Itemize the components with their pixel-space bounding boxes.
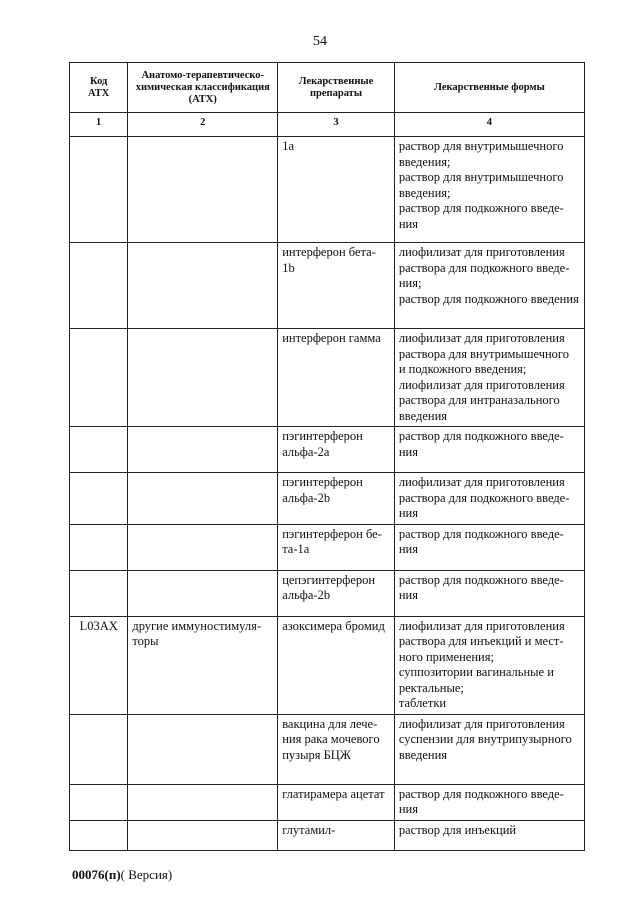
cell-atc-code: [70, 524, 128, 570]
cell-atc-classification: [128, 473, 278, 525]
cell-drug-name: интерферон гамма: [278, 329, 395, 427]
cell-atc-code: [70, 570, 128, 616]
cell-dosage-forms: раствор для подкожного введе- ния: [394, 427, 584, 473]
cell-atc-code: [70, 820, 128, 850]
cell-drug-name: глатирамера ацетат: [278, 784, 395, 820]
cell-dosage-forms: лиофилизат для приготовления раствора для подкожного введе- ния: [394, 473, 584, 525]
table-row: [70, 820, 585, 850]
document-footer: [72, 867, 172, 883]
cell-atc-code: [70, 784, 128, 820]
cell-drug-name: 1a: [278, 137, 395, 243]
cell-dosage-forms: раствор для подкожного введе- ния: [394, 570, 584, 616]
cell-drug-name: интерферон бета- 1b: [278, 243, 395, 329]
cell-drug-name: цепэгинтерферон альфа-2b: [278, 570, 395, 616]
cell-dosage-forms: раствор для внутримышечного введения; раствор для внутримышечного введения; раствор для подкожного введе- ния: [394, 137, 584, 243]
table-header-row: [70, 63, 585, 113]
table-row: [70, 137, 585, 243]
cell-drug-name: пэгинтерферон бе- та-1а: [278, 524, 395, 570]
cell-drug-name: пэгинтерферон альфа-2b: [278, 473, 395, 525]
column-number: 2: [128, 113, 278, 137]
cell-atc-code: [70, 427, 128, 473]
cell-dosage-forms: лиофилизат для приготовления суспензии для внутрипузырного введения: [394, 714, 584, 784]
cell-atc-code: [70, 714, 128, 784]
cell-dosage-forms: лиофилизат для приготовления раствора для инъекций и мест- ного применения; суппозитории вагинальные и ректальные; таблетки: [394, 616, 584, 714]
header-atc-classification: Анатомо-терапевтическо- химическая классификация (АТХ): [128, 63, 278, 113]
medicines-table: [69, 62, 585, 851]
header-drugs: Лекарственные препараты: [278, 63, 395, 113]
table-row: [70, 473, 585, 525]
table-row: [70, 329, 585, 427]
cell-dosage-forms: лиофилизат для приготовления раствора для подкожного введе- ния; раствор для подкожного введения: [394, 243, 584, 329]
cell-drug-name: глутамил-: [278, 820, 395, 850]
page-number: 54: [313, 34, 327, 49]
cell-atc-classification: [128, 427, 278, 473]
cell-dosage-forms: раствор для подкожного введе- ния: [394, 524, 584, 570]
document-code: 00076(п): [72, 867, 121, 882]
table-row: [70, 616, 585, 714]
cell-atc-classification: [128, 243, 278, 329]
cell-atc-classification: [128, 570, 278, 616]
document-version: ( Версия): [120, 867, 173, 882]
header-atc-code: Код АТХ: [70, 63, 128, 113]
table-row: [70, 714, 585, 784]
cell-atc-classification: другие иммуностимуля- торы: [128, 616, 278, 714]
column-number-row: [70, 113, 585, 137]
table-row: [70, 524, 585, 570]
cell-atc-classification: [128, 714, 278, 784]
column-number: 1: [70, 113, 128, 137]
cell-drug-name: пэгинтерферон альфа-2а: [278, 427, 395, 473]
table-row: [70, 427, 585, 473]
cell-atc-classification: [128, 137, 278, 243]
table-row: [70, 570, 585, 616]
cell-atc-classification: [128, 820, 278, 850]
cell-atc-classification: [128, 524, 278, 570]
cell-atc-code: [70, 473, 128, 525]
table-row: [70, 784, 585, 820]
cell-dosage-forms: раствор для подкожного введе- ния: [394, 784, 584, 820]
header-dosage-forms: Лекарственные формы: [394, 63, 584, 113]
column-number: 3: [278, 113, 395, 137]
cell-atc-code: [70, 243, 128, 329]
cell-atc-code: [70, 329, 128, 427]
cell-drug-name: азоксимера бромид: [278, 616, 395, 714]
cell-atc-classification: [128, 329, 278, 427]
table-row: [70, 243, 585, 329]
cell-atc-code: L03AX: [70, 616, 128, 714]
column-number: 4: [394, 113, 584, 137]
cell-atc-code: [70, 137, 128, 243]
cell-drug-name: вакцина для лече- ния рака мочевого пузыря БЦЖ: [278, 714, 395, 784]
cell-atc-classification: [128, 784, 278, 820]
cell-dosage-forms: лиофилизат для приготовления раствора для внутримышечного и подкожного введения; лиофилизат для приготовления раствора для интраназального введения: [394, 329, 584, 427]
cell-dosage-forms: раствор для инъекций: [394, 820, 584, 850]
